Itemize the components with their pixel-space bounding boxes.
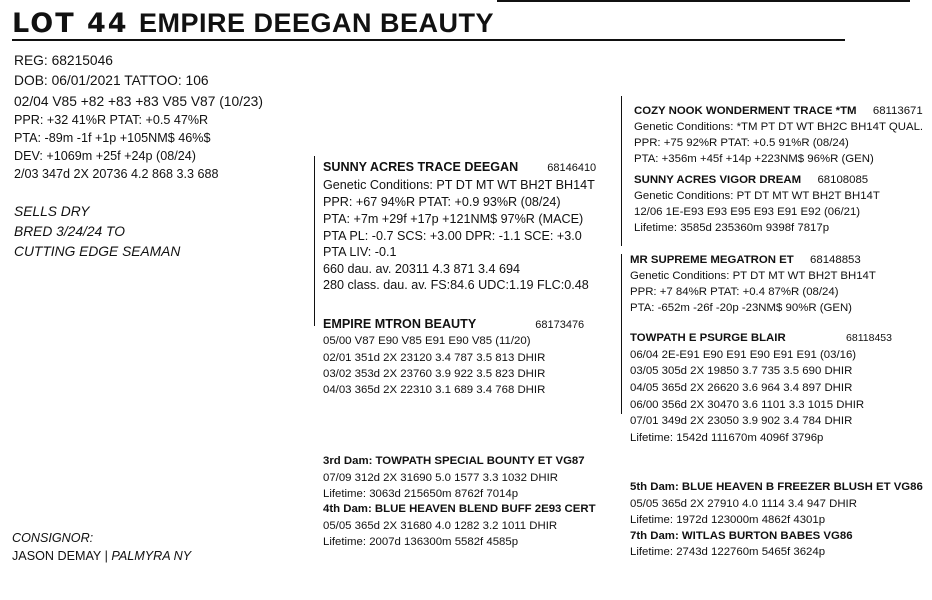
- sire-reg: 68146410: [547, 162, 597, 174]
- top-rule: [497, 0, 910, 2]
- sire-dam-line: 12/06 1E-E93 E93 E95 E93 E91 E92 (06/21): [634, 206, 861, 218]
- sire-sire-line: PTA: +356m +45f +14p +223NM$ 96%R (GEN): [634, 153, 874, 165]
- pedigree-bracket-sire: [621, 96, 622, 246]
- dam-sire-header: [630, 252, 861, 269]
- seventh-dam-line: Lifetime: 2743d 122760m 5465f 3624p: [630, 546, 826, 558]
- classification-line: 02/04 V85 +82 +83 +83 V85 V87 (10/23): [14, 94, 263, 109]
- dam-dam-line: 07/01 349d 2X 23050 3.9 902 3.4 784 DHIR: [630, 415, 853, 427]
- dam-dam-header: [630, 330, 892, 347]
- sire-sire-header: [634, 103, 923, 120]
- dam-dam-line: 03/05 305d 2X 19850 3.7 735 3.5 690 DHIR: [630, 365, 853, 377]
- sire-line: 660 dau. av. 20311 4.3 871 3.4 694: [323, 262, 521, 276]
- sire-dam-line: Genetic Conditions: PT DT MT WT BH2T BH14T: [634, 190, 880, 202]
- sire-sire-reg: 68113671: [872, 105, 923, 117]
- sire-dam-header: [634, 172, 868, 189]
- dam-dam-name: TOWPATH E PSURGE BLAIR: [630, 332, 786, 344]
- dam-reg: 68173476: [535, 319, 585, 331]
- consignor-separator: |: [104, 549, 108, 563]
- consignor-label: CONSIGNOR:: [12, 531, 94, 545]
- seventh-dam-title: 7th Dam: WITLAS BURTON BABES VG86: [630, 530, 853, 542]
- fourth-dam-line: 05/05 365d 2X 31680 4.0 1282 3.2 1011 DHIR: [323, 520, 558, 532]
- dam-dam-line: 04/05 365d 2X 26620 3.6 964 3.4 897 DHIR: [630, 382, 853, 394]
- dam-line: 02/01 351d 2X 23120 3.4 787 3.5 813 DHIR: [323, 352, 546, 364]
- fourth-dam-line: Lifetime: 2007d 136300m 5582f 4585p: [323, 536, 519, 548]
- dev-line: DEV: +1069m +25f +24p (08/24): [14, 149, 196, 163]
- consignor-name: JASON DEMAY: [12, 549, 102, 563]
- dam-dam-reg: 68118453: [846, 332, 892, 344]
- pta-line: PTA: -89m -1f +1p +105NM$ 46%$: [14, 131, 211, 145]
- fifth-dam-line: 05/05 365d 2X 27910 4.0 1114 3.4 947 DHIR: [630, 498, 857, 510]
- sire-dam-line: Lifetime: 3585d 235360m 9398f 7817p: [634, 222, 830, 234]
- dam-sire-name: MR SUPREME MEGATRON ET: [630, 254, 794, 266]
- dam-sire-line: Genetic Conditions: PT DT MT WT BH2T BH14T: [630, 270, 876, 282]
- third-dam-line: 07/09 312d 2X 31690 5.0 1577 3.3 1032 DHIR: [323, 472, 558, 484]
- dam-header: [323, 316, 584, 334]
- pedigree-bracket-dam: [621, 254, 622, 414]
- fifth-dam-title: 5th Dam: BLUE HEAVEN B FREEZER BLUSH ET VG86: [630, 481, 923, 493]
- dam-sire-reg: 68148853: [810, 254, 861, 266]
- sire-line: Genetic Conditions: PT DT MT WT BH2T BH14T: [323, 178, 595, 192]
- record-line: 2/03 347d 2X 20736 4.2 868 3.3 688: [14, 167, 219, 181]
- status-bred-to: CUTTING EDGE SEAMAN: [14, 244, 181, 259]
- dam-line: 05/00 V87 E90 V85 E91 E90 V85 (11/20): [323, 335, 531, 347]
- animal-name: EMPIRE DEEGAN BEAUTY: [139, 8, 495, 38]
- dam-name: EMPIRE MTRON BEAUTY: [323, 317, 477, 331]
- sire-line: PTA LIV: -0.1: [323, 245, 397, 259]
- dam-dam-line: 06/04 2E-E91 E90 E91 E90 E91 E91 (03/16): [630, 349, 857, 361]
- title-underline: [12, 39, 845, 41]
- third-dam-line: Lifetime: 3063d 215650m 8762f 7014p: [323, 488, 519, 500]
- consignor-line: [12, 548, 191, 565]
- sire-name: SUNNY ACRES TRACE DEEGAN: [323, 160, 519, 174]
- sire-line: PPR: +67 94%R PTAT: +0.9 93%R (08/24): [323, 195, 561, 209]
- reg-line: REG: 68215046: [14, 53, 113, 68]
- status-sells-dry: SELLS DRY: [14, 204, 90, 219]
- sire-sire-line: Genetic Conditions: *TM PT DT WT BH2C BH14T QUAL.: [634, 121, 924, 133]
- dam-dam-line: Lifetime: 1542d 111670m 4096f 3796p: [630, 432, 824, 444]
- third-dam-title: 3rd Dam: TOWPATH SPECIAL BOUNTY ET VG87: [323, 455, 585, 467]
- sire-sire-line: PPR: +75 92%R PTAT: +0.5 91%R (08/24): [634, 137, 849, 149]
- sire-line: 280 class. dau. av. FS:84.6 UDC:1.19 FLC:0.48: [323, 278, 589, 292]
- consignor-location: PALMYRA NY: [111, 549, 192, 563]
- sire-sire-name: COZY NOOK WONDERMENT TRACE *TM: [634, 105, 857, 117]
- sire-line: PTA PL: -0.7 SCS: +3.00 DPR: -1.1 SCE: +3.0: [323, 229, 582, 243]
- status-bred: BRED 3/24/24 TO: [14, 224, 125, 239]
- dam-sire-line: PPR: +7 84%R PTAT: +0.4 87%R (08/24): [630, 286, 839, 298]
- dam-line: 03/02 353d 2X 23760 3.9 922 3.5 823 DHIR: [323, 368, 546, 380]
- sire-line: PTA: +7m +29f +17p +121NM$ 97%R (MACE): [323, 212, 584, 226]
- sire-header: [323, 159, 596, 177]
- sire-dam-reg: 68108085: [817, 174, 869, 186]
- sire-dam-name: SUNNY ACRES VIGOR DREAM: [634, 174, 802, 186]
- dam-line: 04/03 365d 2X 22310 3.1 689 3.4 768 DHIR: [323, 384, 546, 396]
- pedigree-bracket-main: [314, 156, 315, 326]
- ppr-line: PPR: +32 41%R PTAT: +0.5 47%R: [14, 113, 209, 127]
- fifth-dam-line: Lifetime: 1972d 123000m 4862f 4301p: [630, 514, 826, 526]
- dob-line: DOB: 06/01/2021 TATTOO: 106: [14, 73, 209, 88]
- lot-title: [12, 8, 494, 39]
- dam-dam-line: 06/00 356d 2X 30470 3.6 1101 3.3 1015 DHIR: [630, 399, 865, 411]
- lot-number: LOT 44: [12, 8, 129, 39]
- dam-sire-line: PTA: -652m -26f -20p -23NM$ 90%R (GEN): [630, 302, 852, 314]
- fourth-dam-title: 4th Dam: BLUE HEAVEN BLEND BUFF 2E93 CERT: [323, 503, 596, 515]
